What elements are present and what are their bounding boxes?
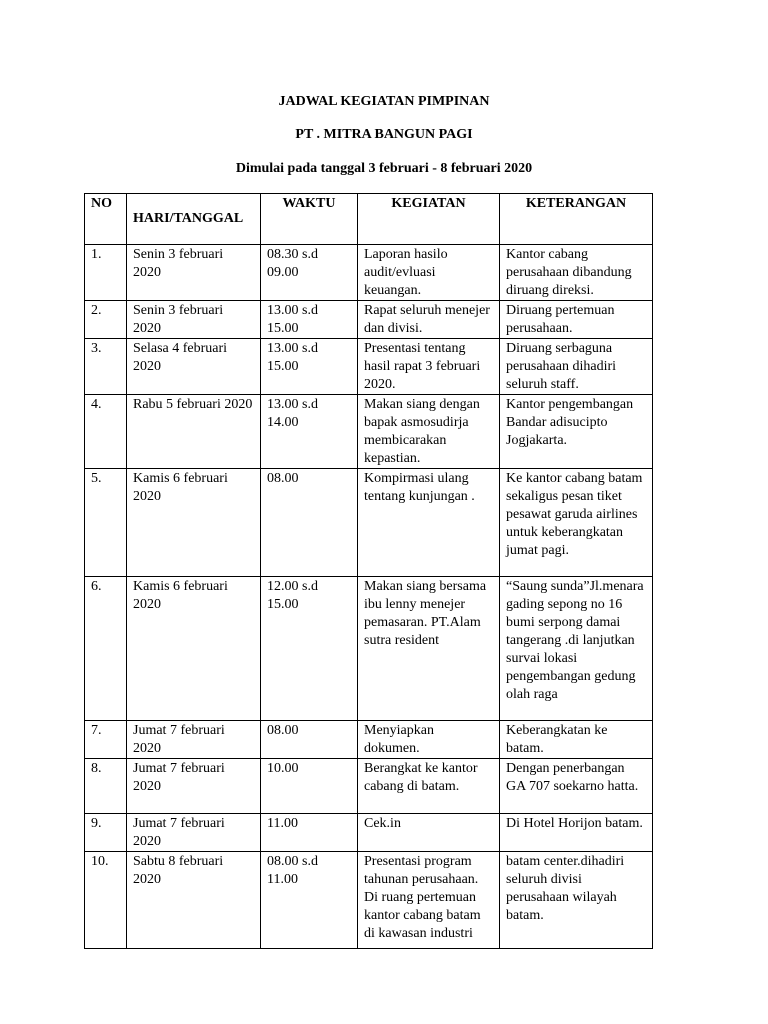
cell-waktu: 08.00 s.d 11.00	[261, 852, 358, 949]
cell-keterangan: Kantor cabang perusahaan dibandung diruang direksi.	[500, 245, 653, 301]
cell-no: 5.	[85, 469, 127, 577]
header-hari-tanggal: HARI/TANGGAL	[127, 194, 261, 245]
table-row	[85, 469, 653, 577]
cell-waktu: 08.30 s.d 09.00	[261, 245, 358, 301]
cell-waktu: 12.00 s.d 15.00	[261, 577, 358, 721]
cell-hari-tanggal: Sabtu 8 februari 2020	[127, 852, 261, 949]
cell-hari-tanggal: Senin 3 februari 2020	[127, 301, 261, 339]
document-subtitle: Dimulai pada tanggal 3 februari - 8 februari 2020	[235, 161, 533, 176]
cell-hari-tanggal: Kamis 6 februari 2020	[127, 469, 261, 577]
cell-no: 10.	[85, 852, 127, 949]
cell-keterangan: Di Hotel Horijon batam.	[500, 814, 653, 852]
cell-no: 8.	[85, 759, 127, 814]
cell-kegiatan: Presentasi program tahunan perusahaan. Di ruang pertemuan kantor cabang batam di kawasan industri	[358, 852, 500, 949]
table-row	[85, 577, 653, 721]
cell-no: 6.	[85, 577, 127, 721]
cell-kegiatan: Presentasi tentang hasil rapat 3 februari 2020.	[358, 339, 500, 395]
cell-no: 2.	[85, 301, 127, 339]
cell-kegiatan: Makan siang bersama ibu lenny menejer pemasaran. PT.Alam sutra resident	[358, 577, 500, 721]
cell-kegiatan: Berangkat ke kantor cabang di batam.	[358, 759, 500, 814]
cell-kegiatan: Kompirmasi ulang tentang kunjungan .	[358, 469, 500, 577]
cell-no: 9.	[85, 814, 127, 852]
cell-waktu: 08.00	[261, 469, 358, 577]
cell-kegiatan: Rapat seluruh menejer dan divisi.	[358, 301, 500, 339]
cell-keterangan: batam center.dihadiri seluruh divisi perusahaan wilayah batam.	[500, 852, 653, 949]
cell-hari-tanggal: Senin 3 februari 2020	[127, 245, 261, 301]
table-header-row	[85, 194, 653, 245]
table-row	[85, 339, 653, 395]
cell-kegiatan: Laporan hasilo audit/evluasi keuangan.	[358, 245, 500, 301]
cell-hari-tanggal: Selasa 4 februari 2020	[127, 339, 261, 395]
cell-keterangan: Diruang serbaguna perusahaan dihadiri seluruh staff.	[500, 339, 653, 395]
cell-keterangan: Keberangkatan ke batam.	[500, 721, 653, 759]
cell-no: 3.	[85, 339, 127, 395]
cell-waktu: 13.00 s.d 15.00	[261, 301, 358, 339]
cell-keterangan: Dengan penerbangan GA 707 soekarno hatta.	[500, 759, 653, 814]
table-row	[85, 721, 653, 759]
cell-hari-tanggal: Jumat 7 februari 2020	[127, 814, 261, 852]
table-row	[85, 814, 653, 852]
header-keterangan: KETERANGAN	[500, 194, 653, 245]
header-waktu: WAKTU	[261, 194, 358, 245]
cell-kegiatan: Makan siang dengan bapak asmosudirja membicarakan kepastian.	[358, 395, 500, 469]
cell-hari-tanggal: Rabu 5 februari 2020	[127, 395, 261, 469]
cell-waktu: 13.00 s.d 15.00	[261, 339, 358, 395]
cell-keterangan: Ke kantor cabang batam sekaligus pesan tiket pesawat garuda airlines untuk keberangkatan jumat pagi.	[500, 469, 653, 577]
cell-no: 7.	[85, 721, 127, 759]
table-row	[85, 852, 653, 949]
cell-no: 1.	[85, 245, 127, 301]
company-name: PT . MITRA BANGUN PAGI	[295, 127, 473, 142]
cell-waktu: 13.00 s.d 14.00	[261, 395, 358, 469]
header-no: NO	[85, 194, 127, 245]
cell-hari-tanggal: Jumat 7 februari 2020	[127, 721, 261, 759]
header-kegiatan: KEGIATAN	[358, 194, 500, 245]
document-title: JADWAL KEGIATAN PIMPINAN	[278, 94, 490, 109]
cell-keterangan: “Saung sunda”Jl.menara gading sepong no 16 bumi serpong damai tangerang .di lanjutkan survai lokasi pengembangan gedung olah raga	[500, 577, 653, 721]
cell-kegiatan: Cek.in	[358, 814, 500, 852]
table-row	[85, 245, 653, 301]
schedule-table	[84, 193, 653, 949]
cell-keterangan: Kantor pengembangan Bandar adisucipto Jogjakarta.	[500, 395, 653, 469]
cell-kegiatan: Menyiapkan dokumen.	[358, 721, 500, 759]
cell-hari-tanggal: Jumat 7 februari 2020	[127, 759, 261, 814]
table-row	[85, 759, 653, 814]
cell-waktu: 11.00	[261, 814, 358, 852]
cell-no: 4.	[85, 395, 127, 469]
cell-keterangan: Diruang pertemuan perusahaan.	[500, 301, 653, 339]
cell-hari-tanggal: Kamis 6 februari 2020	[127, 577, 261, 721]
table-row	[85, 301, 653, 339]
table-row	[85, 395, 653, 469]
cell-waktu: 10.00	[261, 759, 358, 814]
cell-waktu: 08.00	[261, 721, 358, 759]
